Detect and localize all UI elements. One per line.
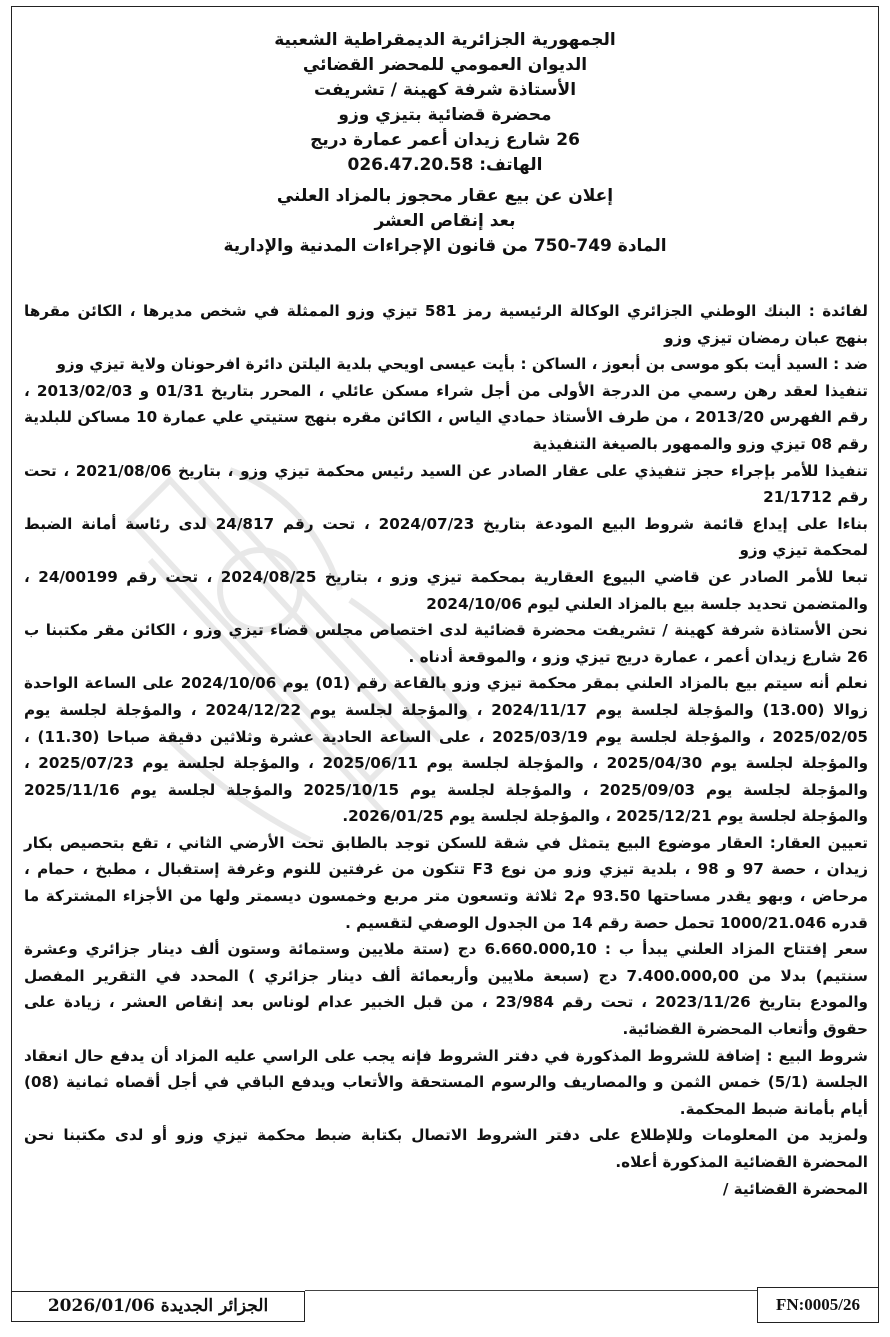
header-line: 26 شارع زيدان أعمر عمارة دريج xyxy=(310,130,580,150)
notice-subtitle: بعد إنقاص العشر xyxy=(374,211,516,231)
paragraph-property: تعيين العقار: العقار موضوع البيع يتمثل في شقة للسكن توجد بالطابق تحت الأرضي الثاني ، تقع بتحصيص بكار زيدان ، حصة 97 و 98 ، بلدية تيزي وزو من نوع F3 تتكون من غرفتين للنوم وغرفة إستقبال ، مطبخ ، حمام ، مرحاض ، وبهو يقدر مساحتها 93.50 م2 ثلاثة وتسعون متر مربع وخمسون ديسمتر ولها من الأجزاء المشتركة ما قدره 1000/21.046 تحمل حصة رقم 14 من الجدول الوصفي لتقسيم . xyxy=(24,833,869,932)
header-line: الأستاذة شرفة كهينة / تشريفت xyxy=(313,80,577,100)
paragraph-deposit: بناءا على إيداع قائمة شروط البيع المودعة بتاريخ 2024/07/23 ، تحت رقم 24/817 لدى رئاسة أمانة الضبط لمحكمة تيزي وزو xyxy=(24,514,869,560)
legal-article: المادة 749-750 من قانون الإجراءات المدنية والإدارية xyxy=(223,236,667,256)
paragraph-bailiff: نحن الأستاذة شرفة كهينة / تشريفت محضرة قضائية لدى اختصاص مجلس قضاء تيزي وزو ، الكائن مقر مكتبنا ب 26 شارع زيدان أعمر ، عمارة دريج تيزي وزو ، والموقعة أدناه . xyxy=(24,621,868,666)
notice-body xyxy=(24,298,868,1202)
paragraph-seizure-order: تنفيذا للأمر بإجراء حجز تنفيذي على عقار الصادر عن السيد رئيس محكمة تيزي وزو ، بتاريخ 2021/08/06 ، تحت رقم 21/1712 xyxy=(24,461,868,507)
paragraph-beneficiary: لفائدة : البنك الوطني الجزائري الوكالة الرئيسية رمز 581 تيزي وزو الممثلة في شخص مديرها ، الكائن مقرها بنهج عبان رمضان تيزي وزو xyxy=(24,302,868,347)
document-header xyxy=(0,28,890,259)
header-line: الجمهورية الجزائرية الديمقراطية الشعبية xyxy=(274,30,616,50)
header-line: الديوان العمومي للمحضر القضائي xyxy=(302,55,588,75)
publication-box: الجزائر الجديدة 2026/01/06 xyxy=(11,1291,305,1322)
paragraph-sessions: نعلم أنه سيتم بيع بالمزاد العلني بمقر محكمة تيزي وزو بالقاعة رقم (01) يوم 2024/10/06 على الساعة الواحدة زوالا (13.00) والمؤجلة لجلسة يوم 2024/11/17 ، والمؤجلة لجلسة يوم 2024/12/22 ، والمؤجلة لجلسة يوم 2025/02/05 ، والمؤجلة لجلسة يوم 2025/03/19 ، على الساعة الحادية عشرة وثلاثين دقيقة صباحا (11.30) ، والمؤجلة لجلسة يوم 2025/04/30 ، والمؤجلة لجلسة يوم 2025/06/11 ، والمؤجلة لجلسة يوم 2025/07/23 ، والمؤجلة لجلسة يوم 2025/09/03 ، والمؤجلة لجلسة يوم 2025/10/15 والمؤجلة لجلسة يوم 2025/11/16 والمؤجلة لجلسة يوم 2025/12/21 ، والمؤجلة لجلسة يوم 2026/01/25. xyxy=(24,674,869,826)
signature: المحضرة القضائية / xyxy=(722,1179,868,1198)
paragraph-info: ولمزيد من المعلومات وللإطلاع على دفتر الشروط الاتصال بكتابة ضبط محكمة تيزي وزو أو لدى مكتبنا نحن المحضرة القضائية المذكورة أعلاه. xyxy=(24,1126,868,1171)
header-phone: الهاتف: 026.47.20.58 xyxy=(347,155,543,175)
header-line: محضرة قضائية بتيزي وزو xyxy=(338,105,552,125)
notice-title: إعلان عن بيع عقار محجوز بالمزاد العلني xyxy=(276,186,614,206)
reference-box: FN:0005/26 xyxy=(757,1287,879,1323)
paragraph-against: ضد : السيد أيت بكو موسى بن أبعوز ، الساكن : بأيت عيسى اويحي بلدية اليلتن دائرة افرحونان ولاية تيزي وزو xyxy=(56,355,868,374)
border-bottom-line xyxy=(305,1290,757,1291)
paragraph-conditions: شروط البيع : إضافة للشروط المذكورة في دفتر الشروط فإنه يجب على الراسي عليه المزاد أن يدفع حال انعقاد الجلسة (5/1) خمس الثمن و والمصاريف والرسوم المستحقة والأتعاب ويدفع الباقي في أجل أقصاه ثمانية (08) أيام بأمانة ضبط المحكمة. xyxy=(24,1046,868,1118)
paragraph-price: سعر إفتتاح المزاد العلني يبدأ ب : 6.660.000,10 دج (ستة ملايين وستمائة وستون ألف دينار جزائري وعشرة سنتيم) بدلا من 7.400.000,00 دج (سبعة ملايين وأربعمائة ألف دينار جزائري ) المحدد في التقرير المفصل والمودع بتاريخ 2023/11/26 ، تحت رقم 23/984 ، من قبل الخبير عدام لوناس بعد إنقاص العشر ، زيادة على حقوق وأتعاب المحضرة القضائية. xyxy=(24,940,869,1039)
paragraph-judge-order: تبعا للأمر الصادر عن قاضي البيوع العقارية بمحكمة تيزي وزو ، بتاريخ 2024/08/25 ، تحت رقم 24/00199 ، والمتضمن تحديد جلسة بيع بالمزاد العلني ليوم 2024/10/06 xyxy=(24,567,868,613)
paragraph-mortgage: تنفيذا لعقد رهن رسمي من الدرجة الأولى من أجل شراء مسكن عائلي ، المحرر بتاريخ 01/31 و 2013/02/03 ، رقم الفهرس 2013/20 ، من طرف الأستاذ حمادي الياس ، الكائن مقره بنهج ستيتي علي عمارة 10 مساكن للبلدية رقم 08 تيزي وزو والممهور بالصيغة التنفيذية xyxy=(24,381,868,453)
